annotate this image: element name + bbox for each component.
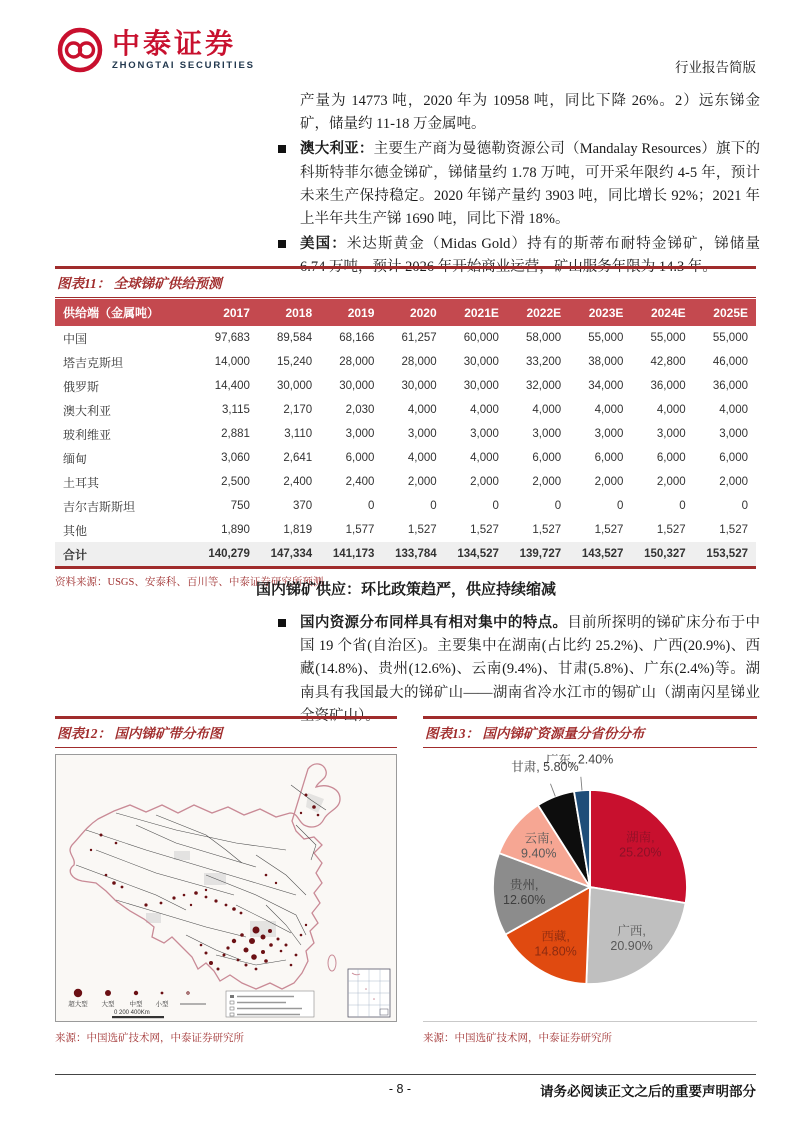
- table-cell: 2,400: [283, 476, 313, 488]
- table-cell: 150,327: [631, 542, 693, 568]
- table-cell: 2,500: [221, 476, 250, 488]
- table-cell: 46,000: [712, 356, 748, 368]
- bullet-square-icon: [278, 145, 286, 153]
- pie-label-西藏: 西藏, 14.80%: [534, 929, 577, 959]
- table-cell: 2,000: [470, 476, 499, 488]
- table-cell: 133,784: [382, 542, 444, 568]
- table-cell: 2,000: [407, 476, 437, 488]
- table-header-year: 2019: [320, 299, 382, 326]
- table-cell: 1,527: [719, 524, 748, 536]
- table-cell: 2,000: [594, 476, 624, 488]
- table-cell: 140,279: [196, 542, 258, 568]
- table-cell: 1,527: [532, 524, 562, 536]
- bullet-text: 目前所探明的锑矿床分布于中国 19 个省(自治区)。主要集中在湖南(占比约 25.2%)、广西(20.9%)、西藏(14.8%)、贵州(12.6%)、云南(9.4%)、甘肃(5.8%)、广东(2.4%)等。湖南具有我国最大的锑矿山——湖南省冷水江市的锡矿山（湖南闪星锑业全资矿山）。: [300, 615, 761, 724]
- report-type-label: 行业报告简版: [675, 60, 756, 75]
- table-cell: 4,000: [532, 404, 562, 416]
- header-logo: [56, 26, 255, 74]
- table-cell: 147,334: [258, 542, 320, 568]
- table-cell: 0: [368, 500, 375, 512]
- bullet-lead: 美国：: [300, 236, 347, 253]
- table-cell: 36,000: [712, 380, 748, 392]
- table-cell: 4,000: [407, 452, 437, 464]
- table-cell: 1,890: [221, 524, 250, 536]
- table-header-year: 2024E: [631, 299, 693, 326]
- map-title-bar: [55, 716, 397, 748]
- supply-table-figure: [55, 266, 756, 589]
- table-cell: 3,000: [719, 428, 748, 440]
- table-row: [55, 494, 756, 518]
- page-number: - 8 -: [388, 1082, 412, 1096]
- map-legend: [68, 989, 206, 1018]
- taiwan-outline: [328, 955, 336, 971]
- table-cell: 30,000: [463, 356, 499, 368]
- row-label: 塔吉克斯坦: [63, 355, 124, 370]
- section-heading: 国内锑矿供应：环比政策趋严，供应持续缩减: [256, 582, 557, 598]
- table-cell: 30,000: [401, 380, 437, 392]
- table-row: [55, 542, 756, 568]
- table-header-year: 2020: [382, 299, 444, 326]
- domestic-bullet: [278, 612, 760, 730]
- table-cell: 3,000: [656, 428, 686, 440]
- table-cell: 28,000: [339, 356, 375, 368]
- row-label: 澳大利亚: [63, 403, 112, 418]
- table-cell: 30,000: [276, 380, 313, 392]
- table-source: 资料来源：USGS、安泰科、百川等、中泰证券研究所预测: [55, 577, 324, 588]
- table-cell: 36,000: [650, 380, 686, 392]
- table-cell: 3,060: [221, 452, 250, 464]
- map-legend-box: [226, 991, 314, 1017]
- table-cell: 6,000: [532, 452, 562, 464]
- row-label: 吉尔吉斯斯坦: [63, 499, 136, 514]
- table-cell: 1,527: [470, 524, 499, 536]
- brand-name-en: ZHONGTAI SECURITIES: [112, 60, 255, 72]
- table-cell: 2,881: [221, 428, 250, 440]
- supply-table-body: [55, 326, 756, 568]
- table-cell: 153,527: [694, 542, 756, 568]
- table-cell: 6,000: [656, 452, 686, 464]
- table-row: [55, 518, 756, 542]
- table-cell: 33,200: [525, 356, 562, 368]
- table-cell: 1,527: [656, 524, 686, 536]
- row-label: 其他: [63, 523, 88, 538]
- china-antimony-map: [55, 754, 397, 1022]
- table-cell: 1,577: [345, 524, 375, 536]
- table-cell: 1,527: [594, 524, 624, 536]
- intro-text-block: [278, 90, 760, 282]
- table-cell: 370: [292, 500, 313, 512]
- row-label: 中国: [63, 331, 88, 346]
- pie-label-云南: 云南, 9.40%: [521, 831, 557, 861]
- table-cell: 0: [679, 500, 686, 512]
- bullet-lead: 澳大利亚：: [300, 141, 374, 158]
- table-cell: 3,000: [594, 428, 624, 440]
- table-cell: 58,000: [525, 332, 562, 344]
- table-cell: 4,000: [407, 404, 437, 416]
- table-header-year: 2023E: [569, 299, 631, 326]
- table-row: [55, 374, 756, 398]
- table-cell: 6,000: [719, 452, 748, 464]
- table-header-unit: 供给端（金属吨）: [55, 299, 196, 326]
- pie-chart: [423, 754, 757, 1022]
- zhongtai-logo-icon: [56, 26, 104, 74]
- pie-figure-title: 图表13： 国内锑矿资源量分省份分布: [425, 726, 645, 741]
- table-cell: 0: [617, 500, 624, 512]
- table-header-year: 2021E: [445, 299, 507, 326]
- map-inset-box: [348, 969, 390, 1017]
- table-title-bar: [55, 266, 756, 298]
- table-cell: 97,683: [214, 332, 250, 344]
- pie-title-bar: [423, 716, 757, 748]
- china-map-drawing: [56, 755, 396, 1021]
- footer-divider: [55, 1074, 756, 1075]
- table-cell: 15,240: [276, 356, 313, 368]
- pie-label-湖南: 湖南, 25.20%: [619, 830, 662, 860]
- table-cell: 68,166: [339, 332, 375, 344]
- table-cell: 55,000: [712, 332, 748, 344]
- supply-forecast-table: [55, 299, 756, 569]
- table-cell: 1,819: [283, 524, 313, 536]
- map-scale-label: 0 200 400Km: [114, 1010, 150, 1016]
- map-fault-lines: [76, 785, 326, 965]
- pie-label-甘肃: 甘肃, 5.80%: [511, 760, 579, 775]
- intro-continuation: 产量为 14773 吨，2020 年为 10958 吨，同比下降 26%。2）远东锑金矿，储量约 11-18 万金属吨。: [300, 93, 760, 133]
- legend-label-large: 大型: [101, 1001, 115, 1008]
- legend-label-super-large: 超大型: [68, 1001, 88, 1008]
- pie-label-贵州: 贵州, 12.60%: [503, 878, 546, 908]
- map-figure-title: 图表12： 国内锑矿带分布图: [57, 726, 223, 741]
- table-title: 图表11： 全球锑矿供给预测: [57, 276, 222, 291]
- pie-leader-line: [550, 784, 555, 797]
- table-cell: 3,000: [532, 428, 562, 440]
- table-cell: 143,527: [569, 542, 631, 568]
- table-cell: 2,000: [719, 476, 748, 488]
- row-label: 土耳其: [63, 475, 100, 490]
- bullet-text: 主要生产商为曼德勒资源公司（Mandalay Resources）旗下的科斯特菲尔德金锑矿，锑储量约 1.78 万吨，可开采年限约 4-5 年，预计未来生产保持稳定。2020 年锑产量约 3903 吨，同比增长 92%；2021 年上半年共生产锑 1690 吨，同比下滑 18%。: [300, 141, 760, 227]
- table-cell: 4,000: [470, 404, 499, 416]
- table-cell: 3,110: [284, 428, 313, 440]
- pie-figure-panel: [423, 716, 757, 1045]
- row-label: 俄罗斯: [63, 379, 100, 394]
- bullet-square-icon: [278, 619, 286, 627]
- table-cell: 60,000: [463, 332, 499, 344]
- table-cell: 4,000: [470, 452, 499, 464]
- table-row: [55, 350, 756, 374]
- table-header-year: 2025E: [694, 299, 756, 326]
- intro-bullet-australia: [278, 138, 760, 231]
- table-cell: 2,170: [283, 404, 313, 416]
- table-cell: 0: [554, 500, 562, 512]
- table-cell: 4,000: [594, 404, 624, 416]
- table-header-year: 2017: [196, 299, 258, 326]
- bullet-text: 米达斯黄金（Midas Gold）持有的斯蒂布耐特金锑矿，锑储量 6.74 万吨，预计 2026 年开始商业运营，矿山服务年限为 14.3 年。: [300, 236, 761, 276]
- province-share-pie-figure: [423, 754, 757, 1022]
- table-cell: 2,030: [345, 404, 375, 416]
- table-cell: 3,000: [470, 428, 499, 440]
- table-cell: 30,000: [339, 380, 375, 392]
- table-cell: 4,000: [719, 404, 748, 416]
- table-cell: 0: [741, 500, 748, 512]
- legend-label-small: 小型: [155, 1001, 169, 1008]
- table-cell: 14,400: [214, 380, 250, 392]
- map-shaded-areas: [146, 793, 324, 937]
- table-cell: 38,000: [588, 356, 624, 368]
- table-row: [55, 326, 756, 350]
- table-cell: 2,400: [345, 476, 375, 488]
- table-cell: 134,527: [445, 542, 507, 568]
- table-cell: 55,000: [588, 332, 624, 344]
- table-row: [55, 422, 756, 446]
- legend-label-medium: 中型: [129, 1001, 143, 1008]
- table-cell: 3,000: [345, 428, 375, 440]
- table-cell: 1,527: [407, 524, 437, 536]
- row-label: 合计: [55, 542, 196, 568]
- bullet-square-icon: [278, 240, 286, 248]
- pie-label-广东: 广东, 2.40%: [545, 754, 614, 767]
- table-cell: 28,000: [401, 356, 437, 368]
- pie-source: 来源：中国选矿技术网，中泰证券研究所: [423, 1033, 612, 1044]
- table-cell: 61,257: [401, 332, 437, 344]
- table-cell: 0: [430, 500, 437, 512]
- table-cell: 42,800: [650, 356, 686, 368]
- table-cell: 55,000: [650, 332, 686, 344]
- map-source: 来源：中国选矿技术网，中泰证券研究所: [55, 1033, 244, 1044]
- table-cell: 750: [230, 500, 250, 512]
- table-cell: 2,000: [656, 476, 686, 488]
- table-cell: 32,000: [525, 380, 562, 392]
- map-figure-panel: [55, 716, 397, 1045]
- footer-disclaimer: 请务必阅读正文之后的重要声明部分: [540, 1084, 756, 1099]
- table-cell: 4,000: [656, 404, 686, 416]
- table-cell: 2,641: [283, 452, 313, 464]
- table-cell: 30,000: [463, 380, 499, 392]
- row-label: 缅甸: [63, 451, 88, 466]
- table-cell: 141,173: [320, 542, 382, 568]
- table-row: [55, 446, 756, 470]
- table-cell: 0: [492, 500, 499, 512]
- table-header-year: 2022E: [507, 299, 569, 326]
- table-cell: 139,727: [507, 542, 569, 568]
- pie-label-广西: 广西, 20.90%: [610, 924, 653, 954]
- table-cell: 3,115: [221, 404, 250, 416]
- table-cell: 14,000: [214, 356, 250, 368]
- row-label: 玻利维亚: [63, 427, 112, 442]
- table-cell: 34,000: [588, 380, 624, 392]
- table-row: [55, 470, 756, 494]
- table-cell: 6,000: [594, 452, 624, 464]
- table-row: [55, 398, 756, 422]
- brand-name-cn: 中泰证券: [112, 27, 237, 59]
- table-header-row: [55, 299, 756, 326]
- table-cell: 89,584: [276, 332, 313, 344]
- bullet-lead: 国内资源分布同样具有相对集中的特点。: [300, 615, 568, 631]
- table-cell: 6,000: [345, 452, 375, 464]
- table-cell: 2,000: [532, 476, 562, 488]
- table-cell: 3,000: [407, 428, 437, 440]
- table-header-year: 2018: [258, 299, 320, 326]
- pie-leader-line: [581, 777, 582, 791]
